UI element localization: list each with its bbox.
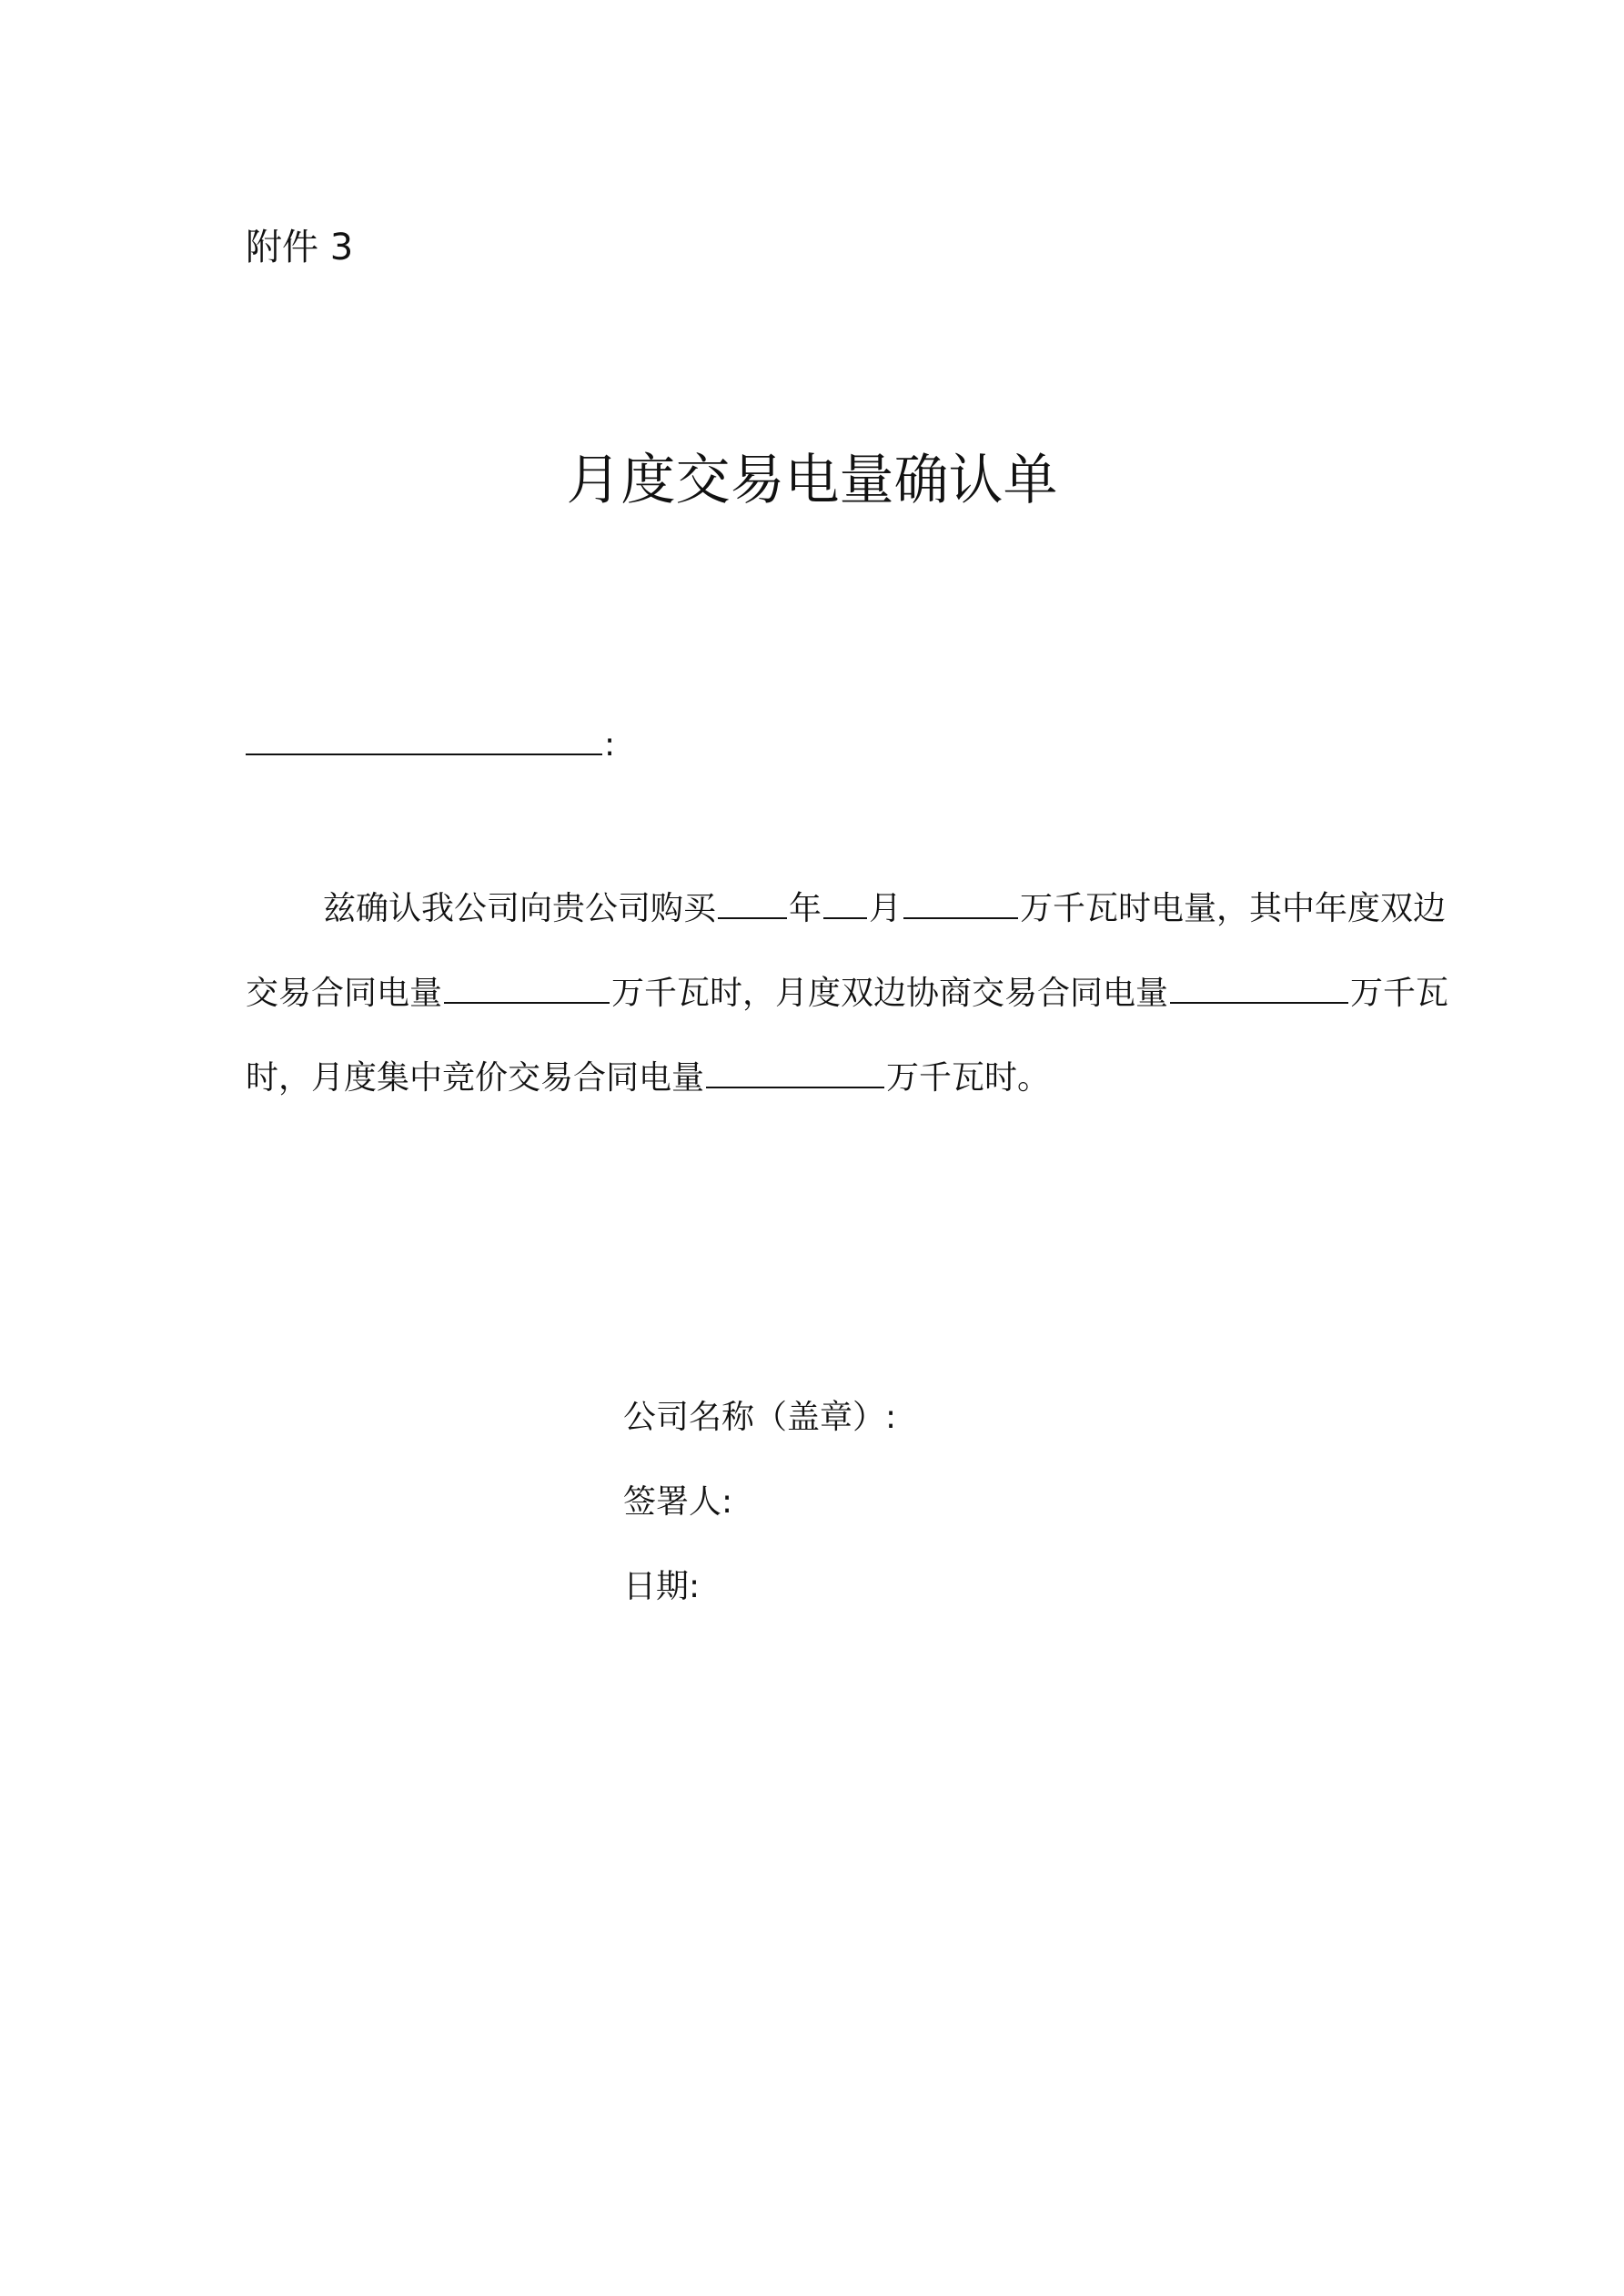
body-line-2 xyxy=(246,967,1448,1017)
addressee-colon: : xyxy=(604,726,616,764)
body-line-1-text-c: 月 xyxy=(869,890,903,927)
body-line-1 xyxy=(323,883,1446,933)
body-line-1-text-a: 兹确认我公司向贵公司购买 xyxy=(323,890,717,927)
company-name-label: 公司名称（盖章）: xyxy=(623,1399,897,1436)
addressee-line xyxy=(246,719,615,769)
body-line-1-text-d: 万千瓦时电量，其中年度双边 xyxy=(1020,890,1447,927)
monthly-auction-blank[interactable] xyxy=(706,1052,884,1088)
date-label: 日期: xyxy=(623,1568,701,1605)
body-line-2-text-c: 万千瓦 xyxy=(1350,975,1449,1012)
body-line-2-text-b: 万千瓦时，月度双边协商交易合同电量 xyxy=(611,975,1169,1012)
signer-label: 签署人: xyxy=(623,1483,733,1521)
month-blank[interactable] xyxy=(823,883,867,919)
year-blank[interactable] xyxy=(718,883,787,919)
annual-bilateral-blank[interactable] xyxy=(444,967,610,1004)
attachment-label: 附件 3 xyxy=(246,227,354,268)
body-line-3-text-b: 万千瓦时。 xyxy=(886,1059,1051,1097)
body-line-2-text-a: 交易合同电量 xyxy=(246,975,443,1012)
document-title: 月度交易电量确认单 xyxy=(566,449,1058,512)
monthly-bilateral-blank[interactable] xyxy=(1170,967,1348,1004)
body-line-3-text-a: 时，月度集中竞价交易合同电量 xyxy=(246,1059,705,1097)
total-energy-blank[interactable] xyxy=(903,883,1018,919)
addressee-blank[interactable] xyxy=(246,719,602,755)
body-line-1-text-b: 年 xyxy=(789,890,822,927)
body-line-3 xyxy=(246,1052,1050,1102)
